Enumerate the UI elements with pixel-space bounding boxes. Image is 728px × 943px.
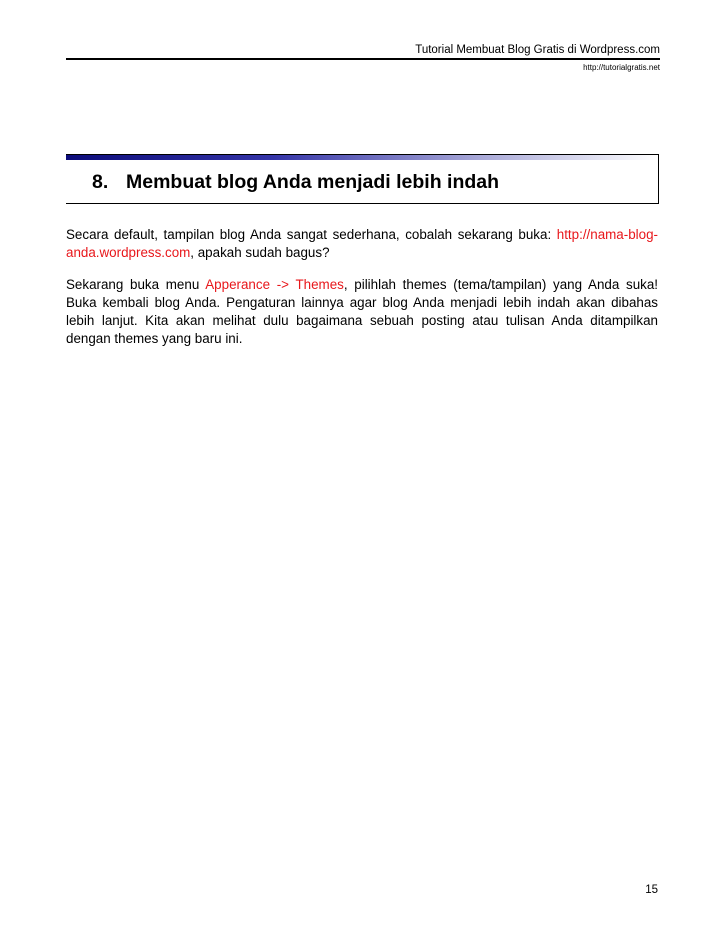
section-title: Membuat blog Anda menjadi lebih indah (126, 171, 500, 193)
paragraph-default-look (66, 226, 658, 262)
section-heading (92, 170, 499, 194)
paragraph-themes (66, 276, 658, 348)
paragraph1-text-after: , apakah sudah bagus? (190, 245, 330, 260)
section-number: 8. (92, 171, 109, 193)
blog-url-link[interactable]: http://nama-blog-anda.wordpress.com (66, 227, 658, 260)
section-gradient-bar (66, 155, 658, 160)
menu-path-highlight: Apperance -> Themes (205, 277, 344, 292)
paragraph2-text-before: Sekarang buka menu (66, 277, 206, 292)
paragraph2-text-after: , pilihlah themes (tema/tampilan) yang Anda suka! Buka kembali blog Anda. Pengaturan lainnya agar blog Anda menjadi lebih indah akan dibahas lebih lanjut. Kita akan melihat dulu bagaimana sebuah posting atau tulisan Anda ditampilkan dengan themes yang baru ini. (66, 277, 658, 346)
section-heading-box (66, 154, 659, 204)
running-header-title: Tutorial Membuat Blog Gratis di Wordpress.com (415, 44, 660, 56)
running-header-url: http://tutorialgratis.net (583, 63, 660, 72)
paragraph1-text-before: Secara default, tampilan blog Anda sangat sederhana, cobalah sekarang buka: (66, 227, 557, 242)
header-rule (66, 58, 660, 60)
page-number: 15 (645, 884, 658, 896)
